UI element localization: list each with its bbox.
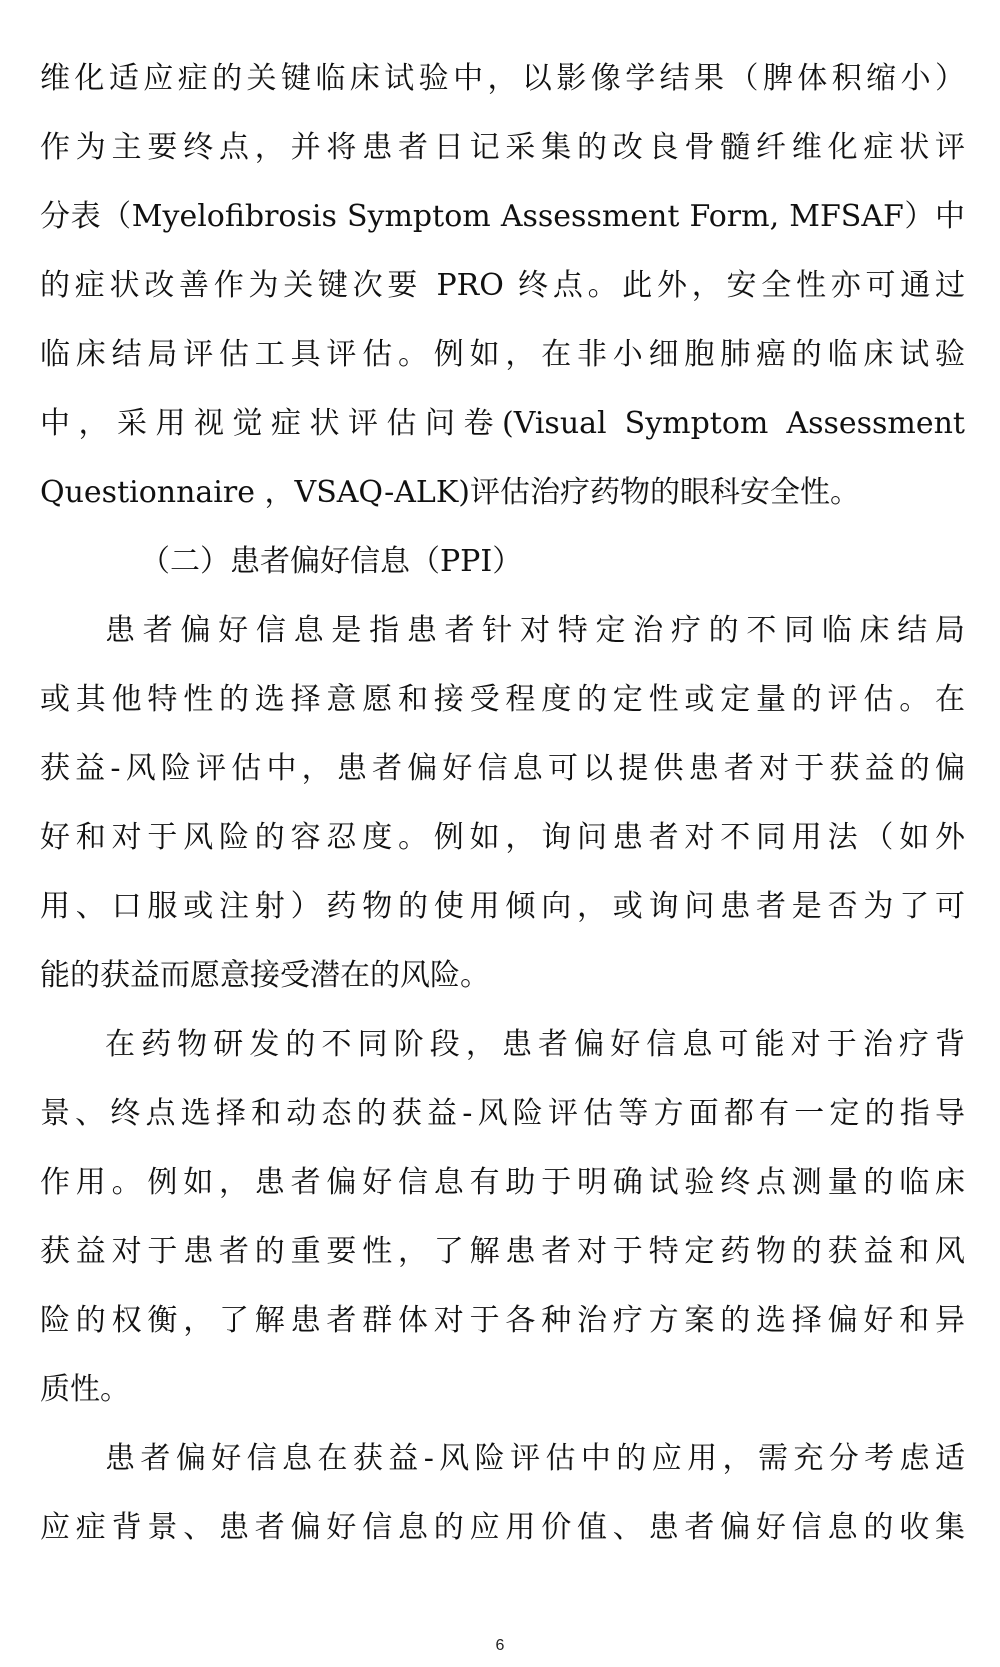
text-line-20: 质性。 xyxy=(40,1372,130,1407)
text-line-13: 用、口服或注射）药物的使用倾向，或询问患者是否为了可 xyxy=(40,889,965,924)
text-line-1: 维化适应症的关键临床试验中，以影像学结果（脾体积缩小） xyxy=(40,61,965,96)
text-line-9: 患者偏好信息是指患者针对特定治疗的不同临床结局 xyxy=(105,613,965,648)
text-line-22: 应症背景、患者偏好信息的应用价值、患者偏好信息的收集 xyxy=(40,1510,965,1545)
text-line-19: 险的权衡，了解患者群体对于各种治疗方案的选择偏好和异 xyxy=(40,1303,965,1338)
section-heading: （二）患者偏好信息（PPI） xyxy=(140,544,523,579)
text-line-5: 临床结局评估工具评估。例如，在非小细胞肺癌的临床试验 xyxy=(40,337,965,372)
text-line-7: Questionnaire ，VSAQ-ALK)评估治疗药物的眼科安全性。 xyxy=(40,475,860,510)
text-line-3: 分表（Myelofibrosis Symptom Assessment Form, MFSAF）中 xyxy=(40,199,965,234)
document-page xyxy=(40,44,965,1562)
text-line-10: 或其他特性的选择意愿和接受程度的定性或定量的评估。在 xyxy=(40,682,965,717)
text-line-18: 获益对于患者的重要性，了解患者对于特定药物的获益和风 xyxy=(40,1234,965,1269)
text-line-17: 作用。例如，患者偏好信息有助于明确试验终点测量的临床 xyxy=(40,1165,965,1200)
text-line-11: 获益-风险评估中，患者偏好信息可以提供患者对于获益的偏 xyxy=(40,751,965,786)
page-number: 6 xyxy=(495,1637,505,1654)
text-line-4: 的症状改善作为关键次要 PRO 终点。此外，安全性亦可通过 xyxy=(40,268,965,303)
text-line-21: 患者偏好信息在获益-风险评估中的应用，需充分考虑适 xyxy=(105,1441,965,1476)
text-line-16: 景、终点选择和动态的获益-风险评估等方面都有一定的指导 xyxy=(40,1096,965,1131)
text-line-2: 作为主要终点，并将患者日记采集的改良骨髓纤维化症状评 xyxy=(40,130,965,165)
text-line-15: 在药物研发的不同阶段，患者偏好信息可能对于治疗背 xyxy=(105,1027,965,1062)
text-line-6: 中，采用视觉症状评估问卷(Visual Symptom Assessment xyxy=(40,406,965,441)
text-line-12: 好和对于风险的容忍度。例如，询问患者对不同用法（如外 xyxy=(40,820,965,855)
text-line-14: 能的获益而愿意接受潜在的风险。 xyxy=(40,958,490,993)
